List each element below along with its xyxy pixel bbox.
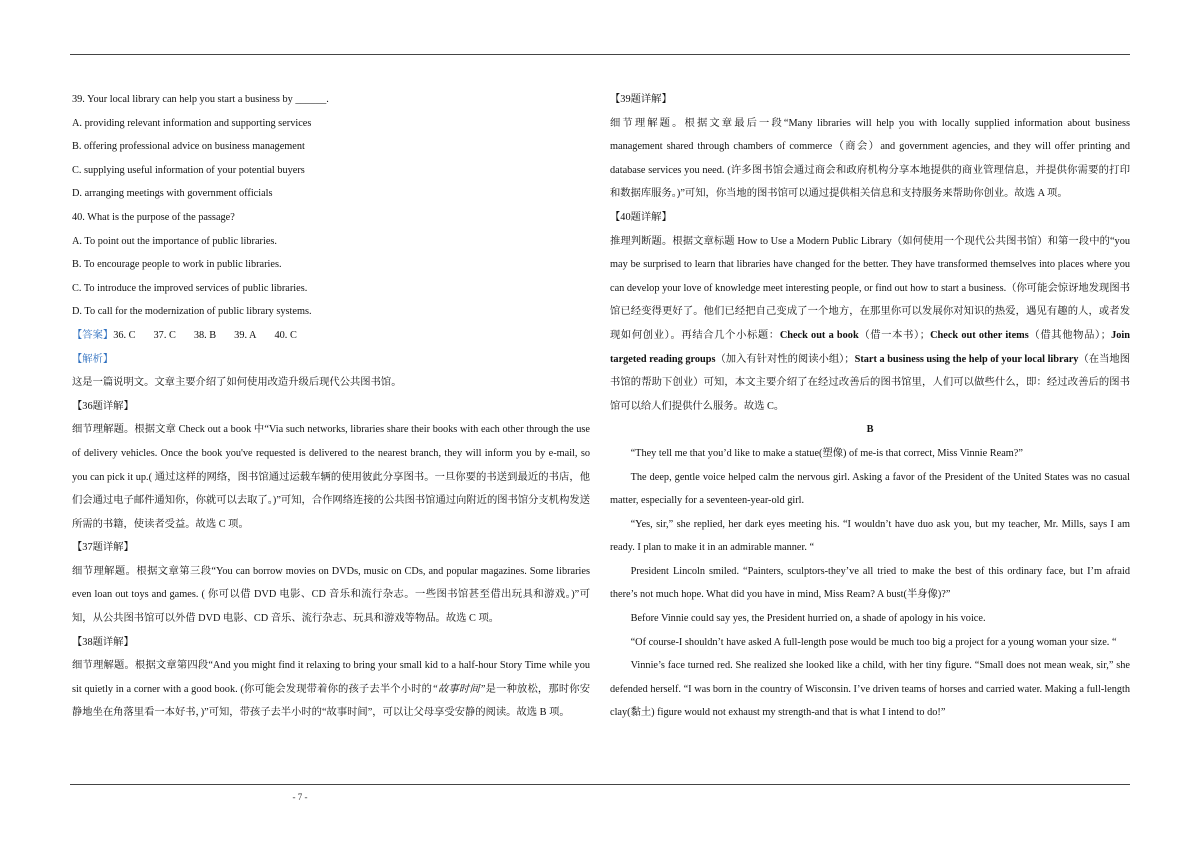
answer-40: 40. C (274, 329, 297, 341)
detail-40-title: 【40题详解】 (610, 211, 672, 223)
subtitle-check-out-book: Check out a book (779, 329, 859, 341)
left-column (72, 88, 590, 725)
answer-37: 37. C (153, 329, 176, 341)
bottom-rule (70, 784, 1130, 785)
question-40-option-d: D. To call for the modernization of public library systems. (72, 306, 312, 318)
detail-36-text: 细节理解题。根据文章 Check out a book 中“Via such networks, libraries share their books with each other through the use of delivery vehicles. Once the book you've requested is delivered to the nearest branch, they will inform you by e-mail, so you can pick it up.( 通过这样的网络，图书馆通过运载车辆的使用彼此分享图书。一旦你要的书送到最近的书店，他们会通过电子邮件通知你，你就可以去取了。)”可知，合作网络连接的公共图书馆通过向附近的图书馆分支机构发送所需的书籍，使读者受益。故选 C 项。 (72, 424, 590, 530)
right-column (610, 88, 1130, 725)
detail-39-text: 细节理解题。根据文章最后一段“Many libraries will help you with locally supplied information about business management shared through chambers of commerce（商会）and government agencies, and they will offer printing and database services you need. (许多图书馆会通过商会和政府机构分享本地提供的商业管理信息，并提供你需要的打印和数据库服务。)”可知，你当地的图书馆可以通过提供相关信息和支持服务来帮助你创业。故选 A 项。 (610, 117, 1130, 200)
story-paragraph: President Lincoln smiled. “Painters, sculptors-they’ve all tried to make the best of this ordinary face, but I’m afraid there’s not much hope. What did you have in mind, Miss Ream? A bust(半身像)?” (610, 565, 1130, 601)
story-paragraph: “They tell me that you’d like to make a statue(塑像) of me-is that correct, Miss Vinnie Ream?” (630, 447, 1023, 459)
question-40-option-b: B. To encourage people to work in public libraries. (72, 259, 282, 271)
detail-37-title: 【37题详解】 (72, 542, 134, 554)
question-39-option-a: A. providing relevant information and supporting services (72, 117, 312, 129)
story-time-italic: “故事时间” (432, 683, 486, 695)
question-40-option-a: A. To point out the importance of public libraries. (72, 235, 277, 247)
detail-38-text: 细节理解题。根据文章第四段“And you might find it relaxing to bring your small kid to a half-hour Story Time while you sit quietly in a corner with a good book. (你可能会发现带着你的孩子去半个小时的“故事时间”是一种放松，那时你安静地坐在角落里看一本好书，)”可知，带孩子去半小时的“故事时间”，可以让父母享受安静的阅读。故选 B 项。 (72, 660, 591, 719)
detail-37-text: 细节理解题。根据文章第三段“You can borrow movies on DVDs, music on CDs, and popular magazines. Some libraries even loan out toys and games. ( 你可以借 DVD 电影、CD 音乐和流行杂志。一些图书馆甚至借出玩具和游戏。)”可知，从公共图书馆可以外借 DVD 电影、CD 音乐、流行杂志、玩具和游戏等物品。故选 C 项。 (72, 565, 590, 625)
story-paragraph: Before Vinnie could say yes, the President hurried on, a shade of apology in his voice. (630, 613, 986, 625)
answer-36: 36. C (113, 329, 136, 341)
subtitle-check-out-items: Check out other items (930, 329, 1029, 341)
question-40-stem: 40. What is the purpose of the passage? (72, 211, 235, 223)
subtitle-reading-groups: Join targeted reading groups (610, 329, 1130, 365)
subtitle-start-business: Start a business using the help of your local library (854, 353, 1079, 365)
story-paragraph: “Yes, sir,” she replied, her dark eyes meeting his. “I wouldn’t have duo ask you, but my teacher, Mr. Mills, says I am ready. I plan to make it in an admirable manner. “ (610, 518, 1130, 554)
page-number: - 7 - (292, 792, 308, 802)
detail-40-text: 推理判断题。根据文章标题 How to Use a Modern Public Library（如何使用一个现代公共图书馆）和第一段中的“you may be surprised to learn that libraries have changed for the better. They have transformed themselves into places where you can develop your love of knowledge meet interesting people, or find out how to start a business.（你可能会惊讶地发现图书馆已经变得更好了。他们已经把自己变成了一个地方，在那里你可以发展你对知识的热爱，遇见有趣的人，或者发现如何创业）。再结合几个小标题：Check out a book（借一本书）；Check out other items（借其他物品）；Join targeted reading groups（加入有针对性的阅读小组）；Start a business using the help of your local library（在当地图书馆的帮助下创业）可知，本文主要介绍了在经过改善后的图书馆里，人们可以做些什么，即：经过改善后的图书馆可以给人们提供什么服务。故选 C。 (610, 235, 1130, 412)
question-39-stem: 39. Your local library can help you start a business by ______. (72, 94, 329, 105)
question-39-option-b: B. offering professional advice on business management (72, 141, 305, 153)
analysis-label: 【解析】 (72, 353, 114, 365)
story-paragraph: “Of course-I shouldn’t have asked A full-length pose would be much too big a project for a young woman your size. “ (630, 636, 1117, 648)
detail-39-title: 【39题详解】 (610, 94, 672, 105)
answer-39: 39. A (234, 329, 257, 341)
story-paragraph: Vinnie’s face turned red. She realized she looked like a child, with her tiny figure. “Small does not mean weak, sir,” she defended herself. “I was born in the country of Wisconsin. I’ve driven teams of horses and carried water. Making a full-length clay(黏土) figure would not exhaust my strength-and that is what I intend to do!” (610, 660, 1130, 719)
answer-label: 【答案】 (72, 329, 114, 341)
section-b-heading: B (866, 424, 874, 436)
answer-38: 38. B (193, 329, 217, 341)
question-39-option-c: C. supplying useful information of your potential buyers (72, 164, 305, 176)
answer-line (72, 324, 590, 348)
question-39-option-d: D. arranging meetings with government officials (72, 188, 273, 200)
detail-38-title: 【38题详解】 (72, 636, 134, 648)
top-rule (70, 54, 1130, 55)
analysis-intro: 这是一篇说明文。文章主要介绍了如何使用改造升级后现代公共图书馆。 (72, 377, 402, 389)
question-40-option-c: C. To introduce the improved services of public libraries. (72, 282, 308, 294)
story-paragraph: The deep, gentle voice helped calm the nervous girl. Asking a favor of the President of the United States was no casual matter, especially for a seventeen-year-old girl. (610, 471, 1130, 507)
detail-36-title: 【36题详解】 (72, 400, 134, 412)
